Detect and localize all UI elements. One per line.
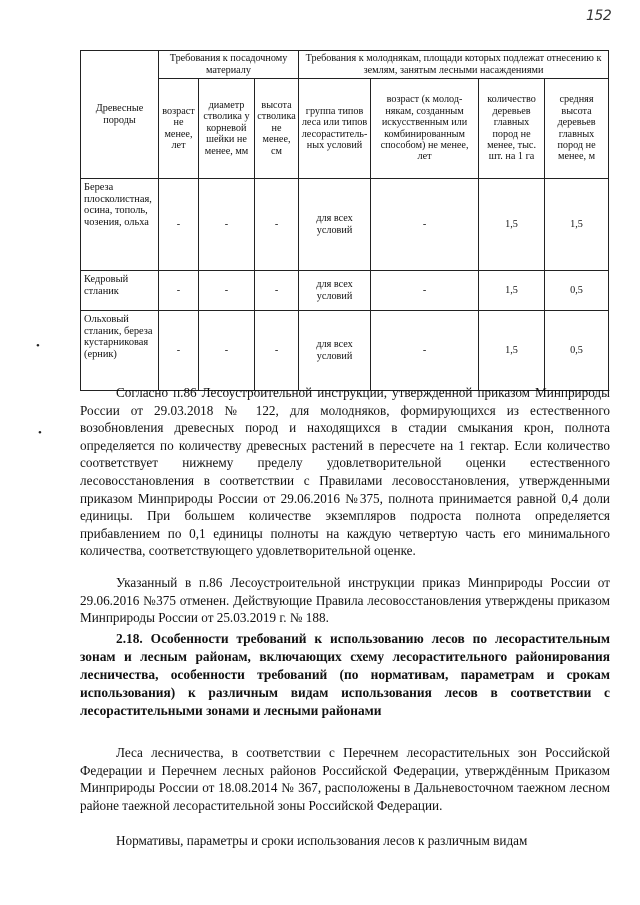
- paragraph-norms: Нормативы, параметры и сроки использования лесов к различным видам: [116, 833, 528, 848]
- cell-count: 1,5: [479, 311, 545, 391]
- section-title: Особенности требований к использованию лесов по лесорастительным зонам и лесным районам, включающих схему лесорастительного районирования лесничества, особенности требований (по нормативам, параметрам и срокам использования) к различным видам использования лесов в соответствии с лесорастительными зонами и лесными районами: [80, 631, 610, 718]
- header-planting-material: Требования к посадочному материалу: [159, 51, 299, 79]
- table-row: [81, 179, 609, 271]
- cell-diameter: -: [199, 271, 255, 311]
- table-row: [81, 311, 609, 391]
- paragraph-order-cancelled: Указанный в п.86 Лесоустроительной инструкции приказ Минприроды России от 29.06.2016 №375 отменен. Действующие Правила лесовосстановления утверждены приказом Минприроды России от 25.03.2019 г. № 188.: [80, 575, 610, 626]
- cell-avg-height: 0,5: [545, 271, 609, 311]
- header-avg-height: средняя высота деревьев главных пород не менее, м: [545, 79, 609, 179]
- cell-forest-type: для всех условий: [299, 311, 371, 391]
- cell-diameter: -: [199, 311, 255, 391]
- cell-species: Ольховый стланик, береза кустарниковая (ерник): [81, 311, 159, 391]
- section-number: 2.18.: [116, 631, 143, 646]
- cell-avg-height: 1,5: [545, 179, 609, 271]
- cell-young-age: -: [371, 311, 479, 391]
- cell-height: -: [255, 311, 299, 391]
- paragraph-density-rule: Согласно п.86 Лесоустроительной инструкции, утвержденной приказом Минприроды России от 29.03.2018 № 122, для молодняков, формирующихся из естественного возобновления древесных пород и находящихся в стадии смыкания крон, полнота определяется по количеству древесных растений в пересчете на 1 гектар. Если количество соответствует нижнему пределу удовлетворительной оценки естественного лесовосстановления в соответствии с Правилами лесовосстановления, утвержденными приказом Минприроды России от 29.06.2016 №375, полнота принимается равной 0,4 доли единицы. При большем количестве экземпляров подроста полнота определяется прибавлением по 0,1 единицы полноты на каждую четвертую часть его минимального количества, соответствующего удовлетворительной оценке.: [80, 385, 610, 559]
- header-young-stands: Требования к молоднякам, площади которых подлежат отнесению к землям, занятым лесными насаждениями: [299, 51, 609, 79]
- margin-mark: •: [36, 340, 40, 352]
- cell-age: -: [159, 271, 199, 311]
- cell-height: -: [255, 179, 299, 271]
- cell-count: 1,5: [479, 179, 545, 271]
- paragraph-forest-zones: Леса лесничества, в соответствии с Перечнем лесорастительных зон Российской Федерации и Перечнем лесных районов Российской Федерации, утверждённым Приказом Минприроды России от 18.08.2014 № 367, расположены в Дальневосточном таежном лесном районе таежной лесорастительной зоны Российской Федерации.: [80, 745, 610, 813]
- header-age: возраст не менее, лет: [159, 79, 199, 179]
- header-young-age: возраст (к молод-някам, созданным искусственным или комбинированным способом) не менее, лет: [371, 79, 479, 179]
- requirements-table: [80, 50, 609, 391]
- header-diameter: диаметр стволика у корневой шейки не менее, мм: [199, 79, 255, 179]
- cell-species: Береза плосколистная, осина, тополь, чозения, ольха: [81, 179, 159, 271]
- header-forest-type: группа типов леса или типов лесораститель-ных условий: [299, 79, 371, 179]
- cell-age: -: [159, 179, 199, 271]
- cell-avg-height: 0,5: [545, 311, 609, 391]
- header-species: Древесные породы: [81, 51, 159, 179]
- cell-height: -: [255, 271, 299, 311]
- page-number: 152: [586, 8, 612, 24]
- section-heading: [80, 630, 610, 720]
- cell-forest-type: для всех условий: [299, 271, 371, 311]
- cell-count: 1,5: [479, 271, 545, 311]
- cell-young-age: -: [371, 179, 479, 271]
- cell-forest-type: для всех условий: [299, 179, 371, 271]
- table-row: [81, 271, 609, 311]
- cell-age: -: [159, 311, 199, 391]
- margin-mark: •: [38, 427, 42, 439]
- cell-diameter: -: [199, 179, 255, 271]
- header-height: высота стволика не менее, см: [255, 79, 299, 179]
- header-trees-count: количество деревьев главных пород не менее, тыс. шт. на 1 га: [479, 79, 545, 179]
- cell-species: Кедровый стланик: [81, 271, 159, 311]
- cell-young-age: -: [371, 271, 479, 311]
